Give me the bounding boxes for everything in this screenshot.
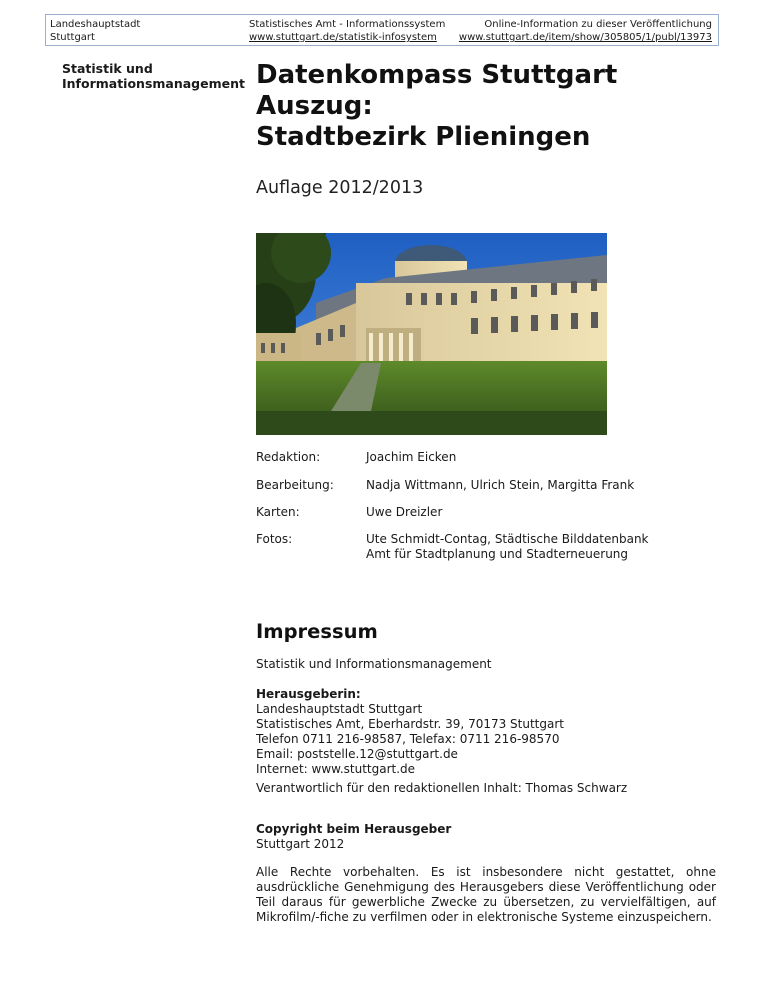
impressum-department: Statistik und Informationsmanagement — [256, 657, 492, 671]
header-organisation — [50, 18, 140, 44]
header-org-line-2: Stuttgart — [50, 32, 95, 43]
header-infosystem-title: Statistisches Amt - Informationssystem — [249, 19, 446, 30]
header-online-info — [459, 18, 712, 44]
title-line-1: Datenkompass Stuttgart — [256, 60, 618, 90]
credit-label: Karten: — [256, 505, 300, 519]
credit-value — [366, 532, 726, 562]
publication-link[interactable]: www.stuttgart.de/item/show/305805/1/publ/13973 — [458, 32, 712, 43]
credit-label: Fotos: — [256, 532, 293, 546]
copyright-block — [256, 822, 716, 852]
credit-label: Bearbeitung: — [256, 478, 334, 492]
header-org-line-1: Landeshauptstadt — [50, 19, 141, 30]
copyright-place: Stuttgart 2012 — [256, 837, 345, 851]
credit-label: Redaktion: — [256, 450, 321, 464]
document-title — [256, 60, 726, 153]
publisher-line: Telefon 0711 216-98587, Telefax: 0711 216-98570 — [256, 732, 560, 746]
rights-notice: Alle Rechte vorbehalten. Es ist insbesondere nicht gestattet, ohne ausdrückliche Genehmigung des Herausgebers diese Veröffentlichung oder Teil daraus für gewerbliche Zwecke zu übersetzen, zu vervielfältigen, auf Mikrofilm/-fiche zu verfilmen oder in elektronische Systeme einzuspeichern. — [256, 865, 716, 924]
palace-photo — [256, 233, 607, 435]
publisher-line: Landeshauptstadt Stuttgart — [256, 702, 423, 716]
copyright-heading: Copyright beim Herausgeber — [256, 822, 452, 836]
title-block — [256, 60, 726, 153]
impressum-heading: Impressum — [256, 620, 378, 643]
credit-value-line-1: Ute Schmidt-Contag, Städtische Bilddatenbank — [366, 532, 649, 546]
publisher-line: Statistisches Amt, Eberhardstr. 39, 70173 Stuttgart — [256, 717, 564, 731]
department-line-1: Statistik und — [62, 61, 153, 76]
department-label — [62, 61, 247, 91]
publisher-heading: Herausgeberin: — [256, 687, 361, 701]
title-line-3: Stadtbezirk Plieningen — [256, 122, 591, 152]
credit-value: Joachim Eicken — [366, 450, 457, 464]
credit-value: Nadja Wittmann, Ulrich Stein, Margitta Frank — [366, 478, 635, 492]
header-infosystem — [249, 18, 445, 44]
credit-value: Uwe Dreizler — [366, 505, 443, 519]
responsible-editor: Verantwortlich für den redaktionellen Inhalt: Thomas Schwarz — [256, 781, 628, 795]
infosystem-link[interactable]: www.stuttgart.de/statistik-infosystem — [249, 32, 437, 43]
header-online-info-title: Online-Information zu dieser Veröffentlichung — [484, 19, 712, 30]
title-line-2: Auszug: — [256, 91, 373, 121]
cover-photo — [256, 233, 607, 435]
edition-label: Auflage 2012/2013 — [256, 178, 424, 198]
department-line-2: Informationsmanagement — [62, 76, 245, 91]
publisher-email: Email: poststelle.12@stuttgart.de — [256, 747, 458, 761]
publisher-block — [256, 687, 716, 777]
page-header — [45, 14, 719, 46]
credit-value-line-2: Amt für Stadtplanung und Stadterneuerung — [366, 547, 629, 561]
publisher-website: Internet: www.stuttgart.de — [256, 762, 416, 776]
